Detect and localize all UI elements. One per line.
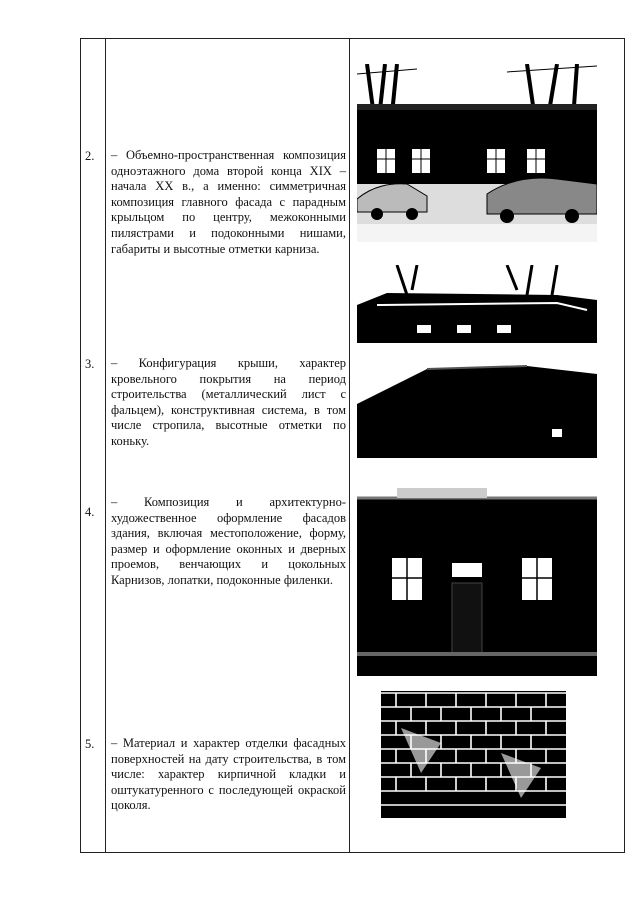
row-text: – Композиция и архитектурно-художественное оформление фасадов здания, включая местоположение, форму, размер и оформление оконных и дверных проемов, венчающих и цокольных Карнизов, лопатки, подоконные филенки. bbox=[111, 495, 346, 587]
row-text: – Объемно-пространственная композиция одноэтажного дома второй конца XIX – начала XX в., а именно: симметричная композиция главного фасада с парадным крыльцом по центру, межоконными пилястрами и подоконными нишами, габариты и высотные отметки карниза. bbox=[111, 148, 346, 256]
roof-closeup-photo bbox=[357, 344, 597, 458]
roof-photo bbox=[357, 265, 597, 343]
row-number: 5. bbox=[85, 737, 95, 751]
row-text: – Материал и характер отделки фасадных поверхностей на дату строительства, в том числе: характер кирпичной кладки и оштукатуренного с последующей окраской цоколя. bbox=[111, 736, 346, 813]
row-number: 3. bbox=[85, 357, 95, 371]
row-number: 4. bbox=[85, 505, 95, 519]
column-divider-1 bbox=[105, 39, 106, 852]
brickwork-photo bbox=[381, 683, 566, 818]
row-number: 2. bbox=[85, 149, 95, 163]
facade-photo bbox=[357, 64, 597, 242]
facade-detail-photo bbox=[357, 478, 597, 676]
column-divider-2 bbox=[349, 39, 350, 852]
row-text: – Конфигурация крыши, характер кровельного покрытия на период строительства (металлический лист с фальцем), конструктивная система, в том числе стропила, высотные отметки по коньку. bbox=[111, 356, 346, 448]
